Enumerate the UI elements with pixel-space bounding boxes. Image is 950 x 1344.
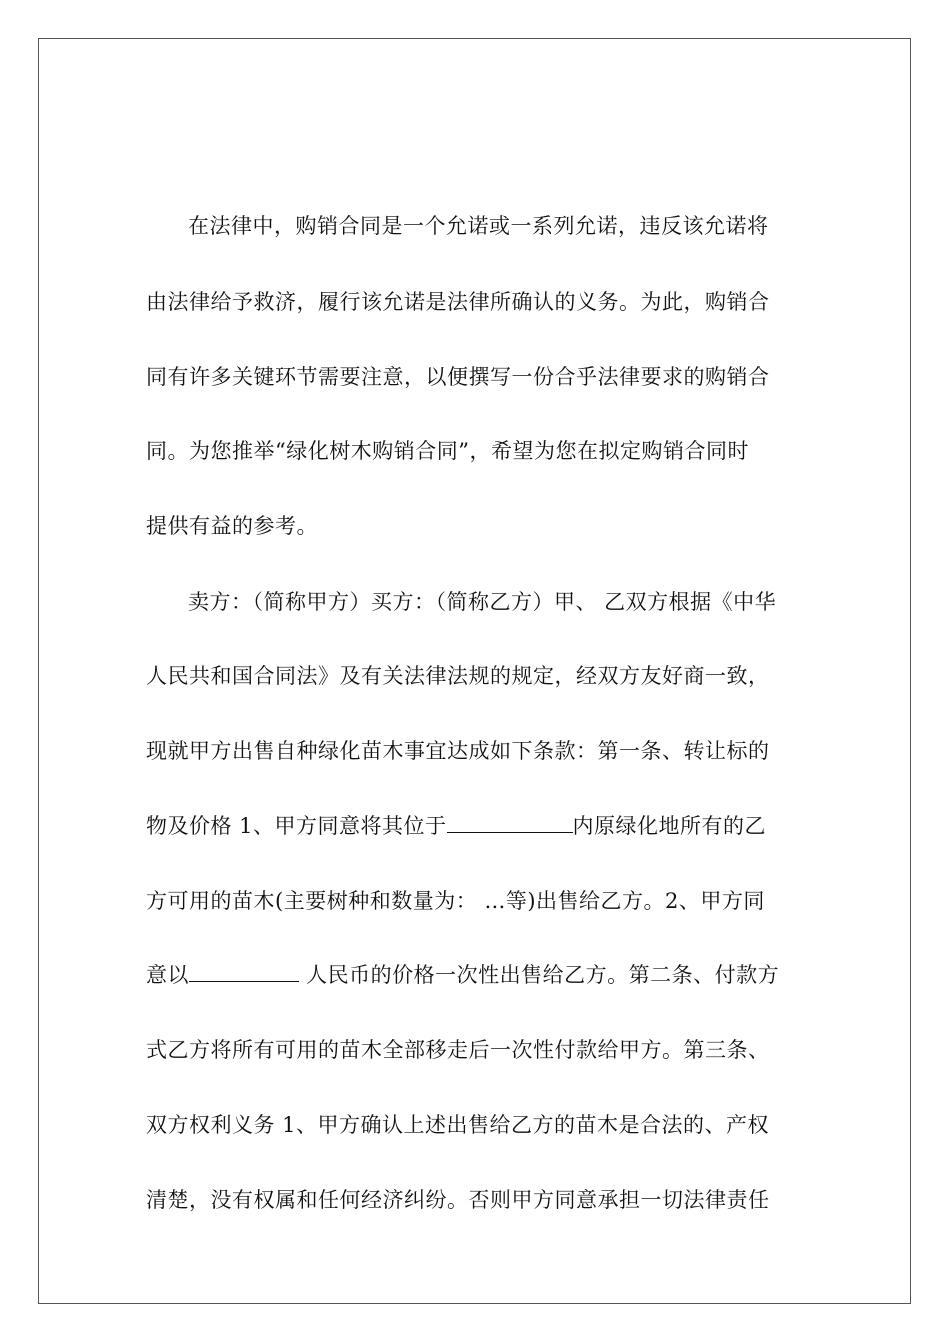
text-line: 清楚，没有权属和任何经济纠纷。否则甲方同意承担一切法律责任 <box>146 1188 770 1212</box>
text-segment: 人民币的价格一次性出售给乙方。第二条、付款方 <box>299 963 780 987</box>
fill-in-blank <box>189 961 299 982</box>
text-line: 方可用的苗木(主要树种和数量为： …等)出售给乙方。2、甲方同 <box>146 889 765 913</box>
text-line: 由法律给予救济，履行该允诺是法律所确认的义务。为此，购销合 <box>146 290 770 314</box>
text-segment: 意以 <box>146 963 189 987</box>
text-line: 提供有益的参考。 <box>146 514 318 538</box>
text-segment: 内原绿化地所有的乙 <box>572 814 767 838</box>
text-line: 现就甲方出售自种绿化苗木事宜达成如下条款：第一条、转让标的 <box>146 739 770 763</box>
text-line: 式乙方将所有可用的苗木全部移走后一次性付款给甲方。第三条、 <box>146 1038 770 1062</box>
text-line-with-blank <box>146 812 766 840</box>
text-line: 在法律中，购销合同是一个允诺或一系列允诺，违反该允诺将 <box>188 214 769 238</box>
text-segment: 物及价格 1、甲方同意将其位于 <box>146 814 447 838</box>
fill-in-blank <box>447 812 573 833</box>
text-line: 同。为您推举“绿化树木购销合同”，希望为您在拟定购销合同时 <box>146 439 749 463</box>
text-line-with-blank <box>146 961 779 989</box>
text-line: 双方权利义务 1、甲方确认上述出售给乙方的苗木是合法的、产权 <box>146 1113 770 1137</box>
text-line: 同有许多关键环节需要注意，以便撰写一份合乎法律要求的购销合 <box>146 365 770 389</box>
text-line: 人民共和国合同法》及有关法律法规的规定，经双方友好商一致， <box>146 664 770 688</box>
text-line: 卖方：（简称甲方）买方：（简称乙方）甲、 乙双方根据《中华 <box>188 590 777 614</box>
